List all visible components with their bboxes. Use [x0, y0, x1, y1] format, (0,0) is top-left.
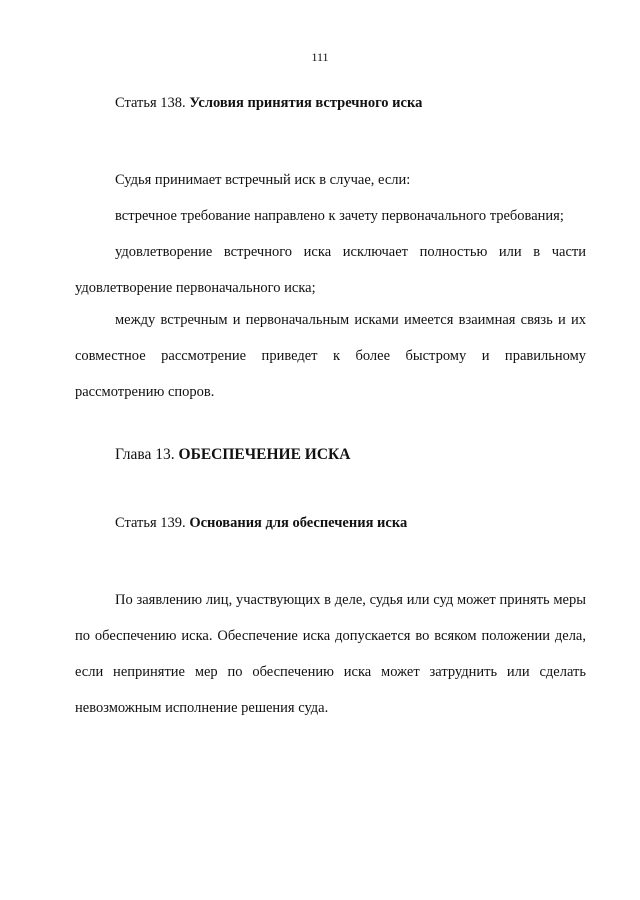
article-138-paragraph-2: встречное требование направлено к зачету первоначального требования; [115, 208, 564, 224]
article-139-paragraph-1: По заявлению лиц, участвующих в деле, судья или суд может принять меры по обеспечению иска. Обеспечение иска допускается во всяком положении дела, если непринятие мер по обеспечению иска может затруднить или сделать невозможным исполнение решения суда. [75, 592, 586, 716]
article-138-paragraph-4: между встречным и первоначальным исками имеется взаимная связь и их совместное рассмотрение приведет к более быстрому и правильному рассмотрению споров. [75, 312, 586, 400]
chapter-13-title: ОБЕСПЕЧЕНИЕ ИСКА [178, 446, 351, 463]
article-138-paragraph-3: удовлетворение встречного иска исключает полностью или в части удовлетворение первоначального иска; [75, 244, 586, 296]
page-number: 111 [311, 50, 329, 64]
chapter-13-prefix: Глава 13. [115, 446, 179, 463]
article-138-paragraph-1: Судья принимает встречный иск в случае, если: [115, 172, 411, 188]
chapter-13-heading [115, 446, 350, 464]
article-138-prefix: Статья 138. [115, 95, 190, 111]
article-138-heading [115, 95, 422, 112]
article-139-title: Основания для обеспечения иска [189, 515, 408, 531]
article-138-title: Условия принятия встречного иска [189, 95, 423, 111]
article-139-prefix: Статья 139. [115, 515, 190, 531]
article-139-heading [115, 515, 407, 532]
